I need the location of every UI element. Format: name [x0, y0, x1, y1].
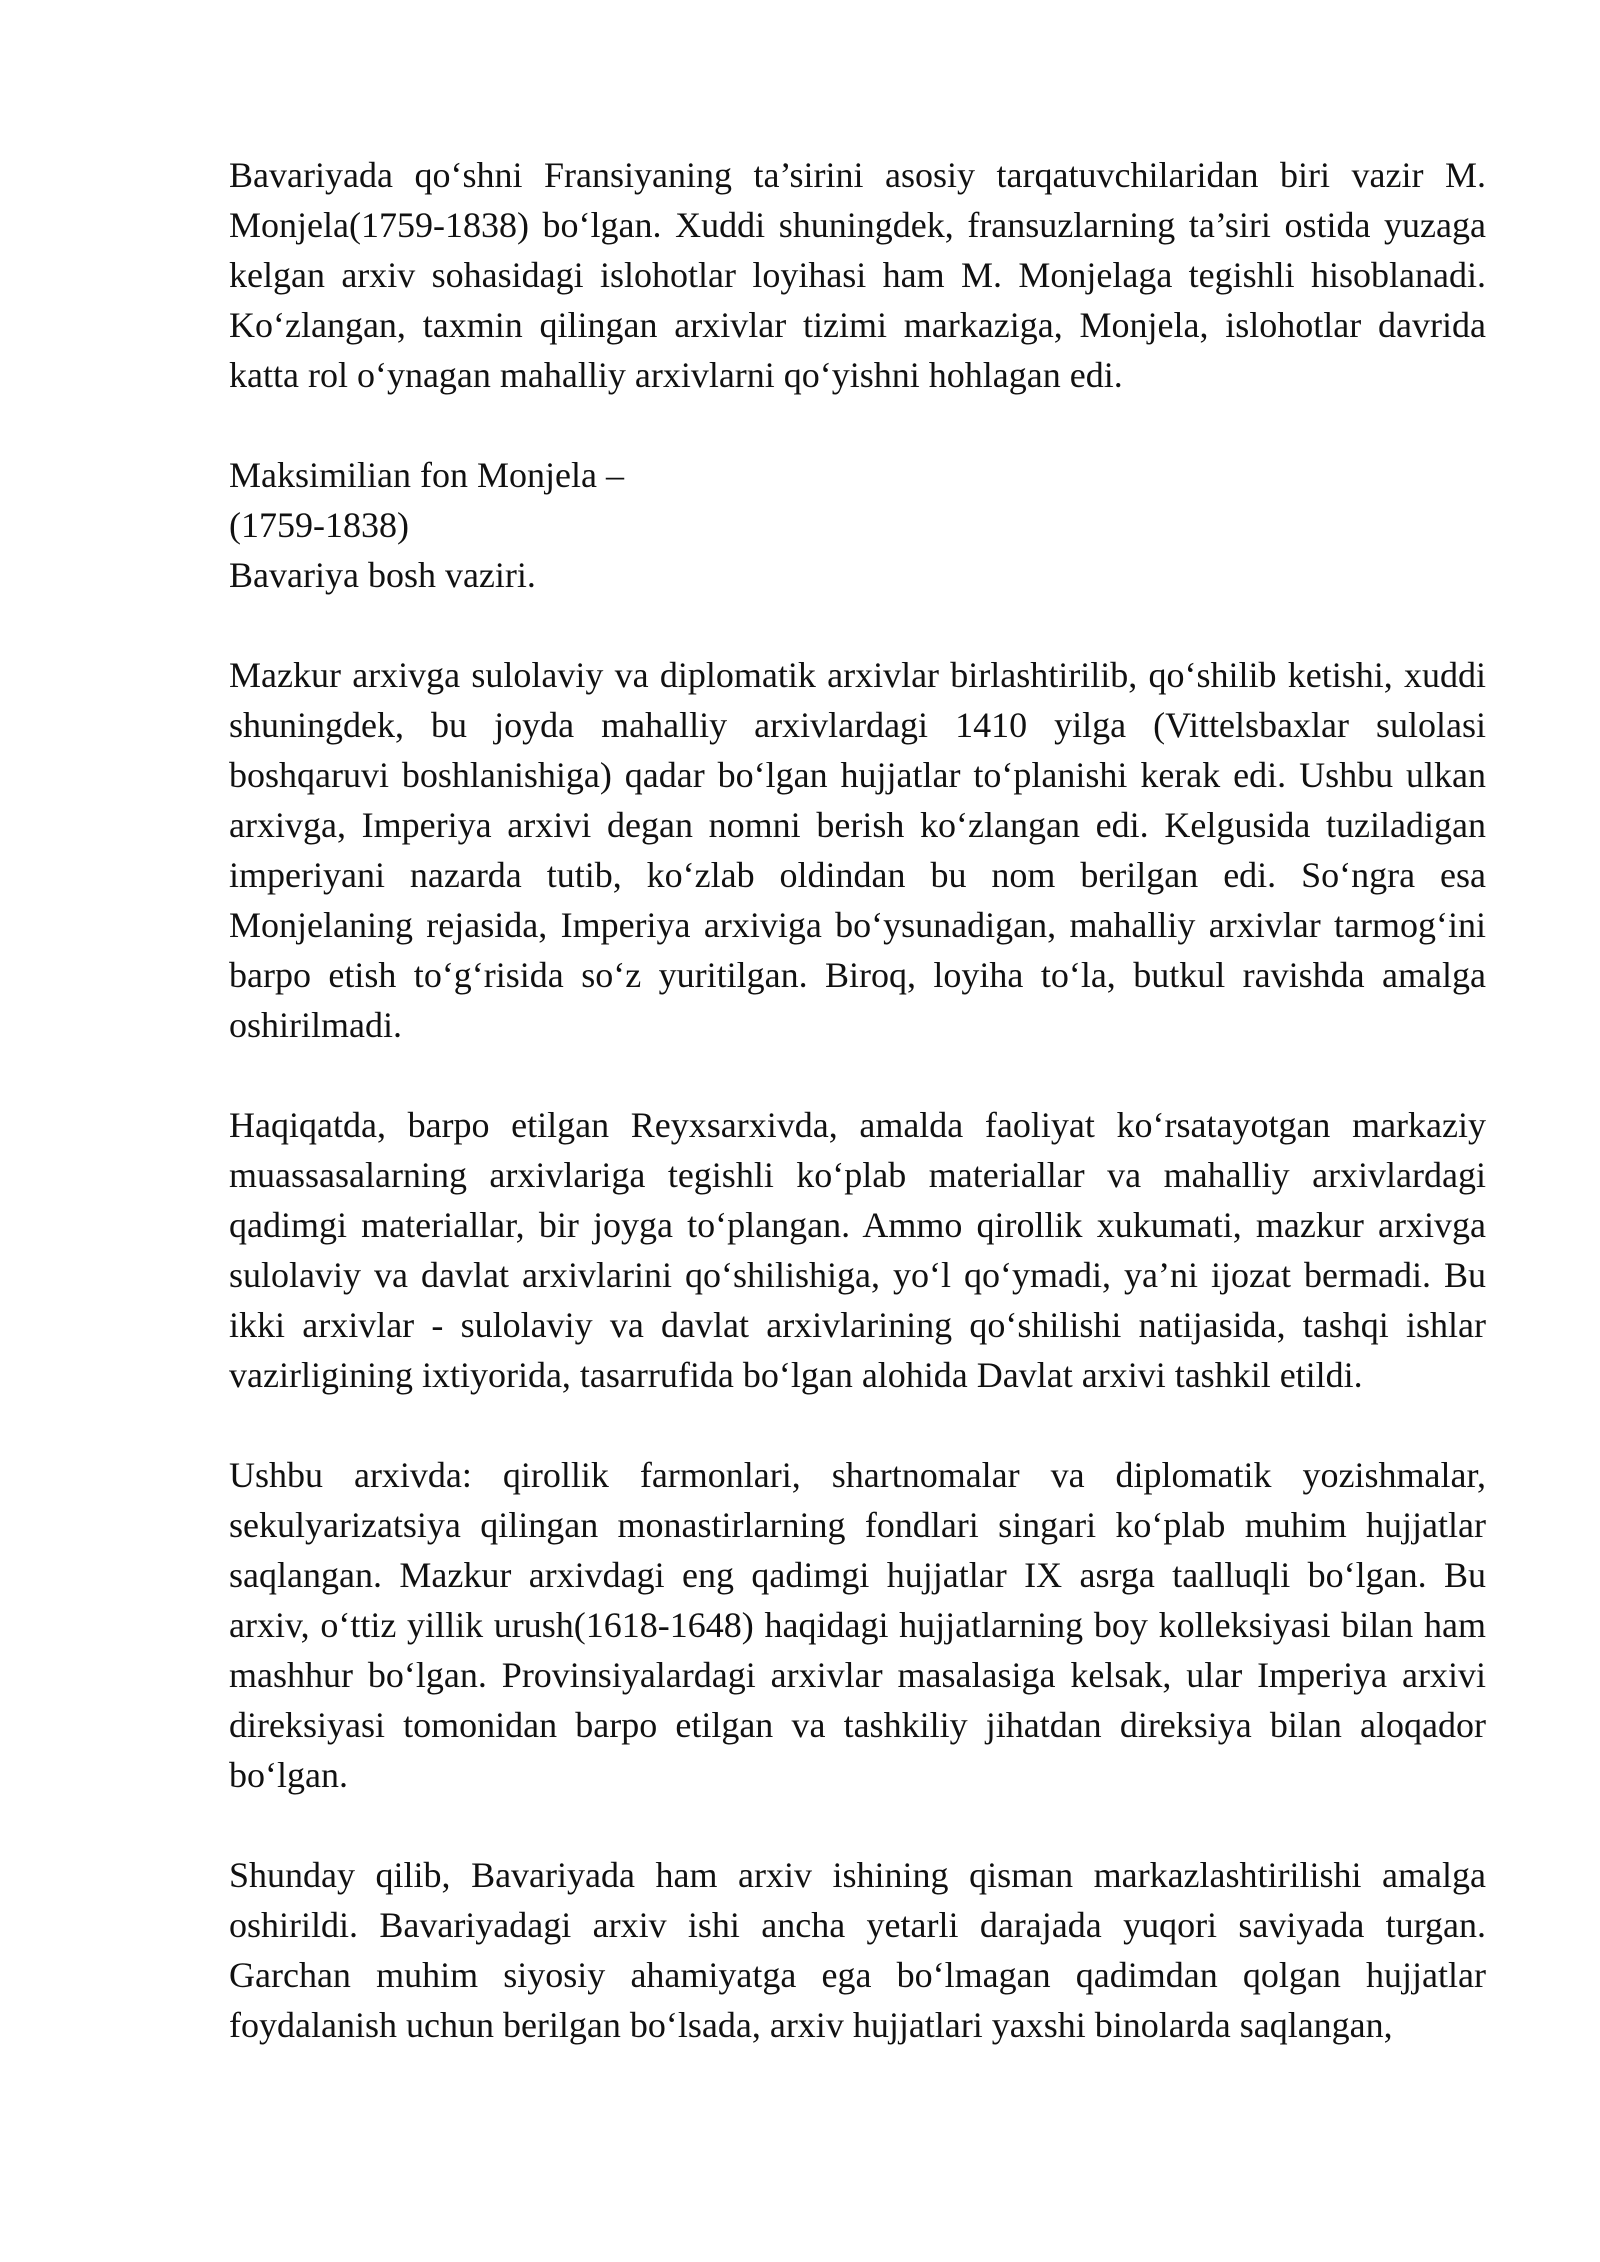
caption-role: Bavariya bosh vaziri. [229, 555, 536, 595]
caption-years: (1759-1838) [229, 505, 409, 545]
caption-name: Maksimilian fon Monjela – [229, 455, 624, 495]
paragraph-archive-holdings: Ushbu arxivda: qirollik farmonlari, shartnomalar va diplomatik yozishmalar, sekulyarizatsiya qilingan monastirlarning fondlari singari ko‘plab muhim hujjatlar saqlangan. Mazkur arxivdagi eng qadimgi hujjatlar IX asrga taalluqli bo‘lgan. Bu arxiv, o‘ttiz yillik urush(1618-1648) haqidagi hujjatlarning boy kolleksiyasi bilan ham mashhur bo‘lgan. Provinsiyalardagi arxivlar masalasiga kelsak, ular Imperiya arxivi direksiyasi tomonidan barpo etilgan va tashkiliy jihatdan direksiya bilan aloqador bo‘lgan. [229, 1455, 1486, 1795]
document-body [229, 150, 1486, 2100]
paragraph-reichsarchiv: Haqiqatda, barpo etilgan Reyxsarxivda, amalda faoliyat ko‘rsatayotgan markaziy muassasalarning arxivlariga tegishli ko‘plab materiallar va mahalliy arxivlardagi qadimgi materiallar, bir joyga to‘plangan. Ammo qirollik xukumati, mazkur arxivga sulolaviy va davlat arxivlarini qo‘shilishiga, yo‘l qo‘ymadi, ya’ni ijozat bermadi. Bu ikki arxivlar - sulolaviy va davlat arxivlarining qo‘shilishi natijasida, tashqi ishlar vazirligining ixtiyorida, tasarrufida bo‘lgan alohida Davlat arxivi tashkil etildi. [229, 1105, 1486, 1395]
paragraph-monjela-reform: Bavariyada qo‘shni Fransiyaning ta’sirini asosiy tarqatuvchilaridan biri vazir M. Monjela(1759-1838) bo‘lgan. Xuddi shuningdek, fransuzlarning ta’siri ostida yuzaga kelgan arxiv sohasidagi islohotlar loyihasi ham M. Monjelaga tegishli hisoblanadi. Ko‘zlangan, taxmin qilingan arxivlar tizimi markaziga, Monjela, islohotlar davrida katta rol o‘ynagan mahalliy arxivlarni qo‘yishni hohlagan edi. [229, 155, 1486, 395]
paragraph-centralization: Shunday qilib, Bavariyada ham arxiv ishining qisman markazlashtirilishi amalga oshirildi. Bavariyadagi arxiv ishi ancha yetarli darajada yuqori saviyada turgan. Garchan muhim siyosiy ahamiyatga ega bo‘lmagan qadimdan qolgan hujjatlar foydalanish uchun berilgan bo‘lsada, arxiv hujjatlari yaxshi binolarda saqlangan, [229, 1855, 1486, 2045]
portrait-caption [229, 450, 1486, 600]
paragraph-imperial-archive: Mazkur arxivga sulolaviy va diplomatik arxivlar birlashtirilib, qo‘shilib ketishi, xuddi shuningdek, bu joyda mahalliy arxivlardagi 1410 yilga (Vittelsbaxlar sulolasi boshqaruvi boshlanishiga) qadar bo‘lgan hujjatlar to‘planishi kerak edi. Ushbu ulkan arxivga, Imperiya arxivi degan nomni berish ko‘zlangan edi. Kelgusida tuziladigan imperiyani nazarda tutib, ko‘zlab oldindan bu nom berilgan edi. So‘ngra esa Monjelaning rejasida, Imperiya arxiviga bo‘ysunadigan, mahalliy arxivlar tarmog‘ini barpo etish to‘g‘risida so‘z yuritilgan. Biroq, loyiha to‘la, butkul ravishda amalga oshirilmadi. [229, 655, 1486, 1045]
